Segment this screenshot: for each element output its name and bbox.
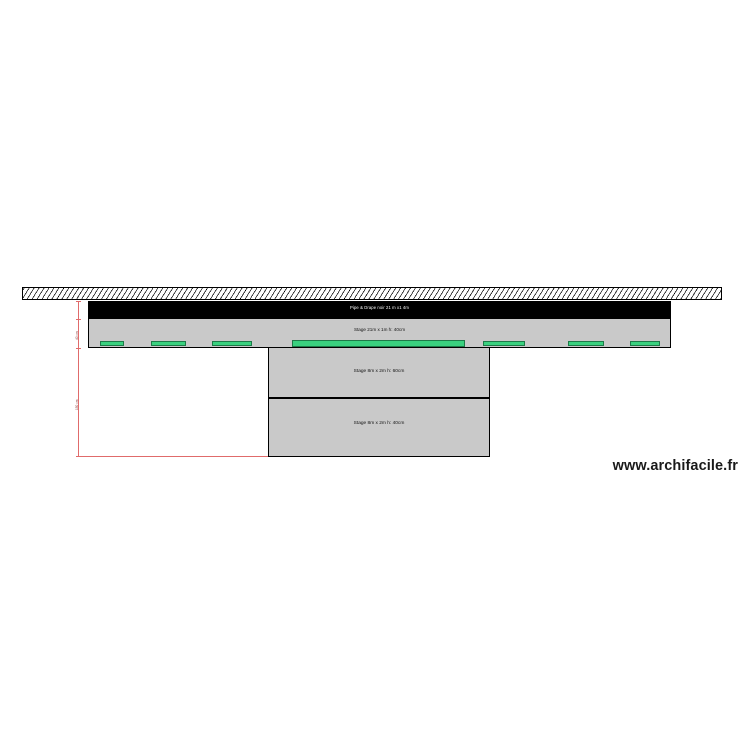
dimension-line-horizontal: [78, 456, 268, 457]
hatched-wall: [22, 287, 722, 300]
dimension-line-vertical-upper: [78, 301, 79, 349]
stage-secondary-40[interactable]: [268, 398, 490, 457]
green-element[interactable]: [212, 341, 252, 346]
green-element[interactable]: [630, 341, 660, 346]
dimension-tick: [76, 301, 81, 302]
dimension-label-lower: 150 cm: [75, 399, 79, 410]
dimension-tick: [76, 319, 81, 320]
pipe-and-drape-strip[interactable]: [88, 301, 671, 319]
stage-secondary-40-label: Stage 8m x 2m h: 40cm: [353, 421, 405, 426]
green-element[interactable]: [568, 341, 604, 346]
green-element[interactable]: [151, 341, 186, 346]
stage-secondary-60-label: Stage 8m x 2m h: 60cm: [353, 369, 405, 374]
green-element[interactable]: [100, 341, 124, 346]
dimension-label-upper: 40 cm: [75, 331, 79, 340]
dimension-tick: [76, 456, 81, 457]
watermark: www.archifacile.fr: [612, 458, 738, 474]
stage-main-label: Stage 21m x 1m h: 40cm: [353, 327, 406, 332]
pipe-and-drape-label: Pipe & Drape noir 21 m x1 4m: [350, 305, 409, 310]
green-element[interactable]: [292, 340, 465, 347]
stage-secondary-60[interactable]: [268, 348, 490, 398]
green-element[interactable]: [483, 341, 525, 346]
